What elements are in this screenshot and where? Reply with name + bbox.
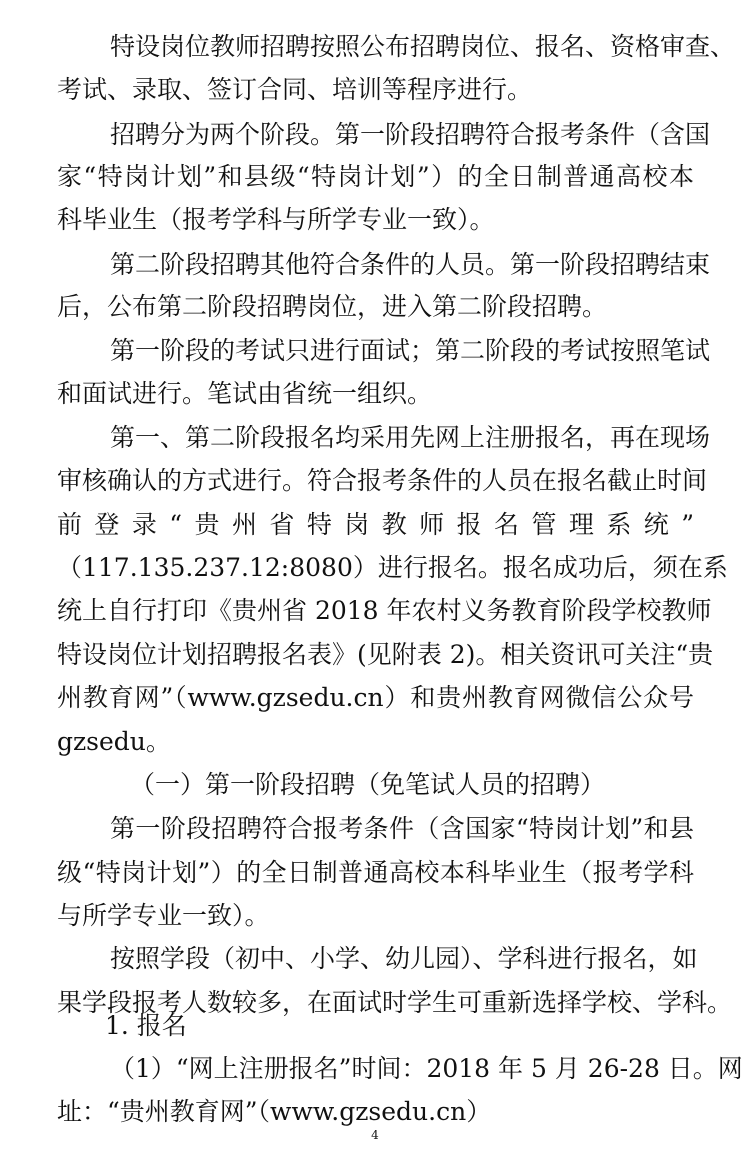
paragraph-line [0, 73, 750, 107]
subsection-heading [0, 1009, 750, 1043]
text-line: 审核确认的方式进行。符合报考条件的人员在报名截止时间 [57, 466, 708, 495]
text-line: 科毕业生（报考学科与所学专业一致）。 [57, 205, 495, 234]
text-line: 和面试进行。笔试由省统一组织。 [57, 379, 433, 408]
paragraph-line [0, 1095, 750, 1129]
paragraph-line [0, 508, 750, 542]
paragraph-line [0, 812, 750, 846]
text-line: 前登录“贵州省特岗教师报名管理系统” [57, 510, 694, 539]
paragraph-line [0, 594, 750, 628]
text-line: 招聘分为两个阶段。第一阶段招聘符合报考条件（含国 [110, 120, 711, 149]
paragraph-line [0, 30, 750, 64]
page-number: 4 [371, 1128, 379, 1142]
text-line: 州教育网”（www.gzsedu.cn）和贵州教育网微信公众号 [57, 683, 694, 712]
paragraph-line [0, 377, 750, 411]
paragraph-line [0, 942, 750, 976]
text-line: （一）第一阶段招聘（免笔试人员的招聘） [130, 770, 606, 799]
paragraph-line [0, 899, 750, 933]
paragraph-line [0, 118, 750, 152]
paragraph-line [0, 203, 750, 237]
text-line: 第二阶段招聘其他符合条件的人员。第一阶段招聘结束 [110, 250, 711, 279]
text-line: 考试、录取、签订合同、培训等程序进行。 [57, 75, 533, 104]
paragraph-line [0, 725, 750, 759]
text-line: 第一阶段的考试只进行面试；第二阶段的考试按照笔试 [110, 336, 711, 365]
text-line: 家“特岗计划”和县级“特岗计划”）的全日制普通高校本 [57, 162, 694, 191]
paragraph-line [0, 421, 750, 455]
paragraph-line [0, 551, 750, 585]
section-heading [0, 768, 750, 802]
text-line: 后，公布第二阶段招聘岗位，进入第二阶段招聘。 [57, 292, 608, 321]
text-line: 按照学段（初中、小学、幼儿园）、学科进行报名，如 [110, 944, 698, 973]
text-line: 级“特岗计划”）的全日制普通高校本科毕业生（报考学科 [57, 858, 694, 887]
paragraph-line [0, 160, 750, 194]
paragraph-line [0, 248, 750, 282]
text-line: 特设岗位教师招聘按照公布招聘岗位、报名、资格审查、 [110, 32, 736, 61]
text-line: 第一、第二阶段报名均采用先网上注册报名，再在现场 [110, 423, 711, 452]
text-line: 果学段报考人数较多，在面试时学生可重新选择学校、学科。 [57, 988, 733, 1017]
text-line: 1. 报名 [105, 1011, 187, 1040]
paragraph-line [0, 856, 750, 890]
paragraph-line [0, 638, 750, 672]
text-line: 统上自行打印《贵州省 2018 年农村义务教育阶段学校教师 [57, 596, 712, 625]
text-line: 第一阶段招聘符合报考条件（含国家“特岗计划”和县 [110, 814, 694, 843]
text-line: 特设岗位计划招聘报名表》(见附表 2)。相关资讯可关注“贵 [57, 640, 714, 669]
paragraph-line [0, 464, 750, 498]
paragraph-line [0, 1052, 750, 1086]
text-line: （1）“网上注册报名”时间：2018 年 5 月 26-28 日。网 [110, 1054, 743, 1083]
paragraph-line [0, 290, 750, 324]
paragraph-line [0, 334, 750, 368]
text-line: 与所学专业一致）。 [57, 901, 270, 930]
text-line: 址：“贵州教育网”（www.gzsedu.cn） [57, 1097, 492, 1126]
paragraph-line [0, 681, 750, 715]
text-line: （117.135.237.12:8080）进行报名。报名成功后，须在系 [57, 553, 728, 582]
text-line: gzsedu。 [57, 727, 171, 756]
